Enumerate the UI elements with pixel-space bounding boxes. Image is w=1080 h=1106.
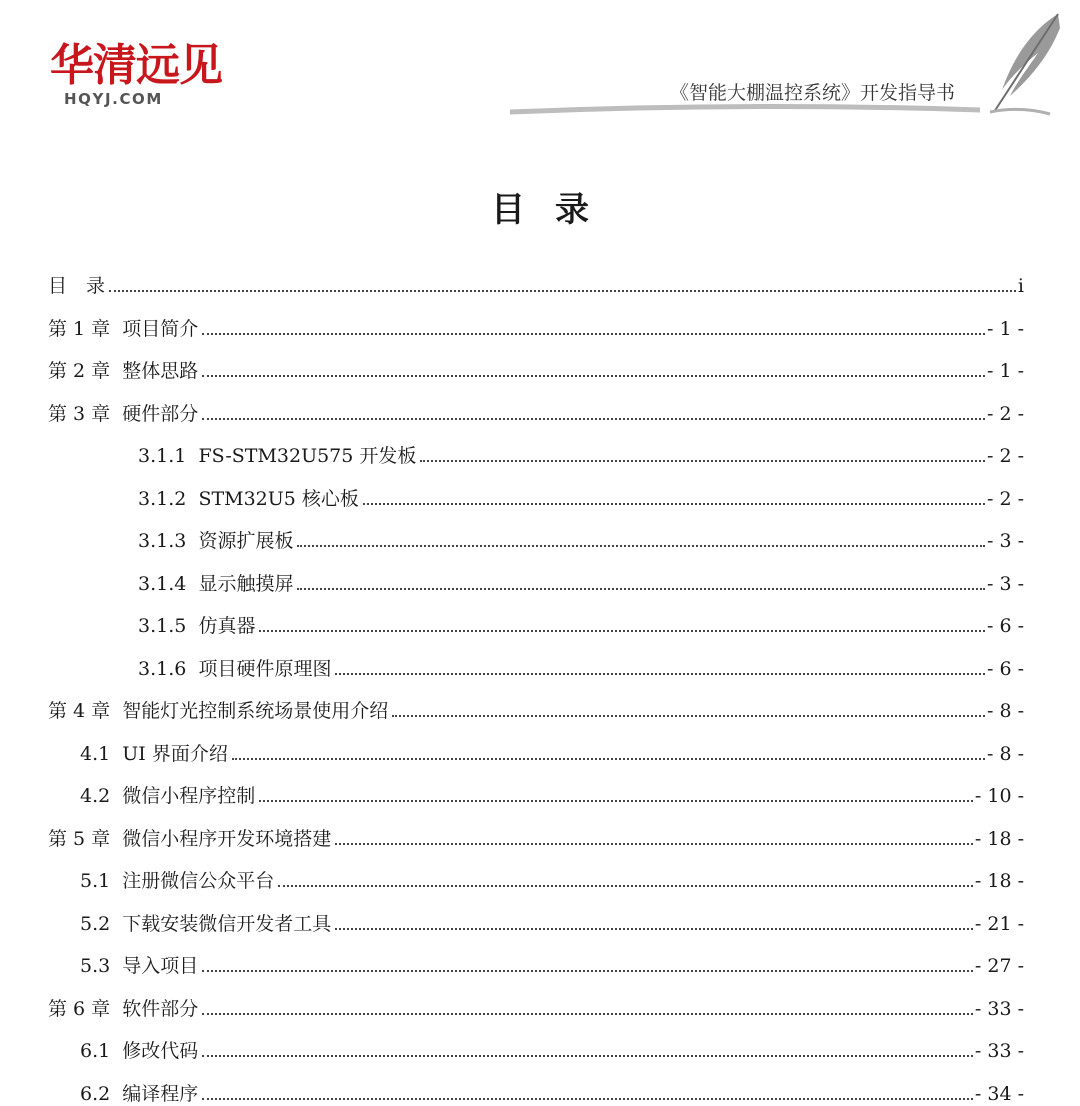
toc-leader-dots [335, 843, 973, 845]
toc-entry[interactable] [48, 979, 1024, 1019]
toc-entry-page: - 21 - [974, 912, 1024, 935]
toc-entry[interactable] [48, 681, 1024, 721]
toc-entry-label: 修改代码 [122, 1040, 199, 1062]
toc-entry-label: 仿真器 [198, 615, 256, 637]
toc-leader-dots [335, 928, 973, 930]
toc-heading: 目录 [491, 190, 619, 230]
toc-entry[interactable] [48, 809, 1024, 849]
toc-entry-label: FS-STM32U575 开发板 [198, 445, 417, 467]
toc-entry-number: 3.1.4 [138, 572, 199, 595]
toc-entry-page: - 2 - [986, 402, 1024, 425]
toc-entry-page: - 8 - [986, 700, 1024, 722]
toc-leader-dots [232, 758, 985, 760]
toc-entry-number: 3.1.3 [138, 530, 199, 552]
toc-entry-number: 4.2 [80, 785, 123, 807]
toc-entry-number: 第 1 章 [48, 317, 123, 340]
toc-leader-dots [202, 1013, 973, 1015]
toc-entry[interactable] [48, 384, 1024, 424]
toc-entry-number: 6.2 [80, 1082, 123, 1105]
toc-entry[interactable] [80, 724, 1024, 764]
toc-leader-dots [202, 1055, 973, 1057]
toc-entry-page: - 18 - [974, 827, 1024, 850]
toc-entry-page: - 8 - [986, 742, 1024, 765]
toc-entry-page: - 6 - [986, 615, 1024, 637]
toc-entry-label: 智能灯光控制系统场景使用介绍 [122, 700, 389, 722]
toc-leader-dots [109, 290, 1016, 292]
toc-leader-dots [259, 800, 973, 802]
toc-entry-label: 整体思路 [122, 360, 199, 382]
toc-leader-dots [202, 970, 973, 972]
toc-entry[interactable] [48, 341, 1024, 381]
toc-leader-dots [202, 418, 985, 420]
toc-entry-page: - 18 - [974, 870, 1024, 892]
toc-entry-page: - 10 - [974, 785, 1024, 807]
toc-entry-page: - 3 - [986, 572, 1024, 595]
toc-entry[interactable] [138, 511, 1024, 551]
toc-entry-number: 5.2 [80, 912, 123, 935]
document-title: 《智能大棚温控系统》开发指导书 [669, 82, 955, 104]
toc-leader-dots [202, 333, 985, 335]
toc-entry-page: - 2 - [986, 445, 1024, 467]
toc-leader-dots [392, 715, 985, 717]
toc-leader-dots [202, 1098, 973, 1100]
toc-leader-dots [259, 630, 985, 632]
toc-entry-label: 微信小程序控制 [122, 785, 256, 807]
toc-entry-number: 5.1 [80, 870, 123, 892]
toc-entry-page: - 27 - [974, 955, 1024, 977]
toc-leader-dots [202, 375, 985, 377]
toc-entry-label: 显示触摸屏 [198, 572, 294, 595]
toc-entry-number: 3.1.2 [138, 487, 199, 510]
toc-entry-page: - 3 - [986, 530, 1024, 552]
toc-entry-label: 目 录 [48, 275, 106, 297]
toc-entry-label: 硬件部分 [122, 402, 199, 425]
toc-entry-page: - 34 - [974, 1082, 1024, 1105]
toc-entry-page: - 2 - [986, 487, 1024, 510]
page-header [0, 0, 1080, 130]
toc-entry-number: 第 3 章 [48, 402, 123, 425]
toc-entry-label: 微信小程序开发环境搭建 [122, 827, 332, 850]
toc-entry-page: - 33 - [974, 1040, 1024, 1062]
toc-entry-page: - 1 - [986, 317, 1024, 340]
toc-entry-page: - 1 - [986, 360, 1024, 382]
toc-entry-number: 第 6 章 [48, 997, 123, 1020]
toc-entry-number: 第 4 章 [48, 700, 123, 722]
quill-feather-icon [980, 8, 1070, 123]
toc-entry[interactable] [80, 1021, 1024, 1061]
toc-entry-label: 项目硬件原理图 [198, 657, 332, 680]
toc-entry-number: 3.1.1 [138, 445, 199, 467]
toc-entry[interactable] [48, 299, 1024, 339]
toc-leader-dots [297, 545, 985, 547]
toc-entry[interactable] [138, 554, 1024, 594]
toc-entry-number: 6.1 [80, 1040, 123, 1062]
toc-entry-label: 项目简介 [122, 317, 199, 340]
toc-entry-number: 第 2 章 [48, 360, 123, 382]
header-divider [510, 100, 980, 120]
toc-entry-number: 第 5 章 [48, 827, 123, 850]
toc-entry-number: 5.3 [80, 955, 123, 977]
toc-entry-page: - 33 - [974, 997, 1024, 1020]
toc-entry[interactable] [80, 766, 1024, 806]
toc-entry-label: 编译程序 [122, 1082, 199, 1105]
toc-entry[interactable] [138, 596, 1024, 636]
logo-domain: HQYJ.COM [64, 90, 163, 108]
toc-entry[interactable] [80, 851, 1024, 891]
toc-entry-page: i [1017, 275, 1024, 297]
toc-leader-dots [420, 460, 985, 462]
toc-leader-dots [363, 503, 985, 505]
toc-entry-label: 注册微信公众平台 [122, 870, 275, 892]
toc-entry[interactable] [138, 639, 1024, 679]
toc-entry-label: 导入项目 [122, 955, 199, 977]
toc-entry-page: - 6 - [986, 657, 1024, 680]
toc-entry-label: UI 界面介绍 [122, 742, 228, 765]
toc-entry-label: STM32U5 核心板 [198, 487, 359, 510]
toc-entry[interactable] [138, 426, 1024, 466]
toc-entry-number: 3.1.6 [138, 657, 199, 680]
toc-leader-dots [278, 885, 973, 887]
toc-entry-label: 下载安装微信开发者工具 [122, 912, 332, 935]
toc-entry[interactable] [80, 936, 1024, 976]
toc-entry-label: 软件部分 [122, 997, 199, 1020]
toc-leader-dots [335, 673, 985, 675]
toc-entry-number: 3.1.5 [138, 615, 199, 637]
toc-entry-label: 资源扩展板 [198, 530, 294, 552]
toc-entry[interactable] [138, 469, 1024, 509]
toc-entry[interactable] [80, 894, 1024, 934]
toc-entry-number: 4.1 [80, 742, 123, 765]
logo-text: 华清远见 [50, 40, 222, 91]
toc-entry[interactable] [80, 1064, 1024, 1104]
toc-entry[interactable] [48, 256, 1024, 296]
toc-leader-dots [297, 588, 985, 590]
